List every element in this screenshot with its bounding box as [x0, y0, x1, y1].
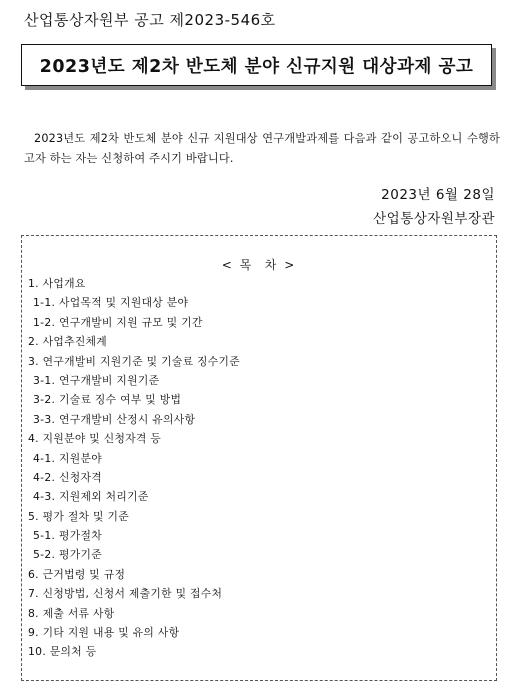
title-box: [21, 44, 492, 86]
toc-item: 4-3. 지원제외 처리기준: [33, 490, 149, 504]
intro-paragraph: 2023년도 제2차 반도체 분야 신규 지원대상 연구개발과제를 다음과 같이 공고하오니 수행하고자 하는 자는 신청하여 주시기 바랍니다.: [24, 132, 500, 166]
toc-list: [28, 274, 488, 662]
toc-item: 1-1. 사업목적 및 지원대상 분야: [33, 296, 189, 310]
issuing-authority: 산업통상자원부장관: [373, 211, 495, 227]
toc-item: 2. 사업추진체계: [28, 335, 108, 349]
toc-item: 9. 기타 지원 내용 및 유의 사항: [28, 626, 180, 640]
notice-number: 산업통상자원부 공고 제2023-546호: [24, 11, 276, 29]
toc-item: 4-1. 지원분야: [33, 451, 102, 465]
toc-item: 3-3. 연구개발비 산정시 유의사항: [33, 412, 196, 426]
toc-item: 1. 사업개요: [28, 277, 86, 290]
toc-item: 4. 지원분야 및 신청자격 등: [28, 432, 162, 446]
toc-heading: < 목 차 >: [221, 258, 297, 272]
toc-item: 4-2. 신청자격: [33, 470, 102, 484]
toc-item: 3-2. 기술료 징수 여부 및 방법: [33, 393, 182, 407]
toc-item: 5-1. 평가절차: [33, 529, 102, 543]
announcement-date: 2023년 6월 28일: [381, 187, 495, 203]
toc-item: 5. 평가 절차 및 기준: [28, 509, 129, 523]
table-of-contents: [21, 235, 497, 681]
document-title: 2023년도 제2차 반도체 분야 신규지원 대상과제 공고: [39, 56, 474, 77]
toc-item: 6. 근거법령 및 규정: [28, 567, 126, 581]
toc-item: 3. 연구개발비 지원기준 및 기술료 징수기준: [28, 354, 240, 368]
toc-item: 10. 문의처 등: [28, 645, 97, 659]
toc-item: 5-2. 평가기준: [33, 548, 102, 562]
toc-item: 7. 신청방법, 신청서 제출기한 및 접수처: [28, 587, 223, 601]
toc-item: 8. 제출 서류 사항: [28, 606, 115, 620]
toc-item: 1-2. 연구개발비 지원 규모 및 기간: [33, 315, 203, 329]
toc-item: 3-1. 연구개발비 지원기준: [33, 373, 160, 387]
